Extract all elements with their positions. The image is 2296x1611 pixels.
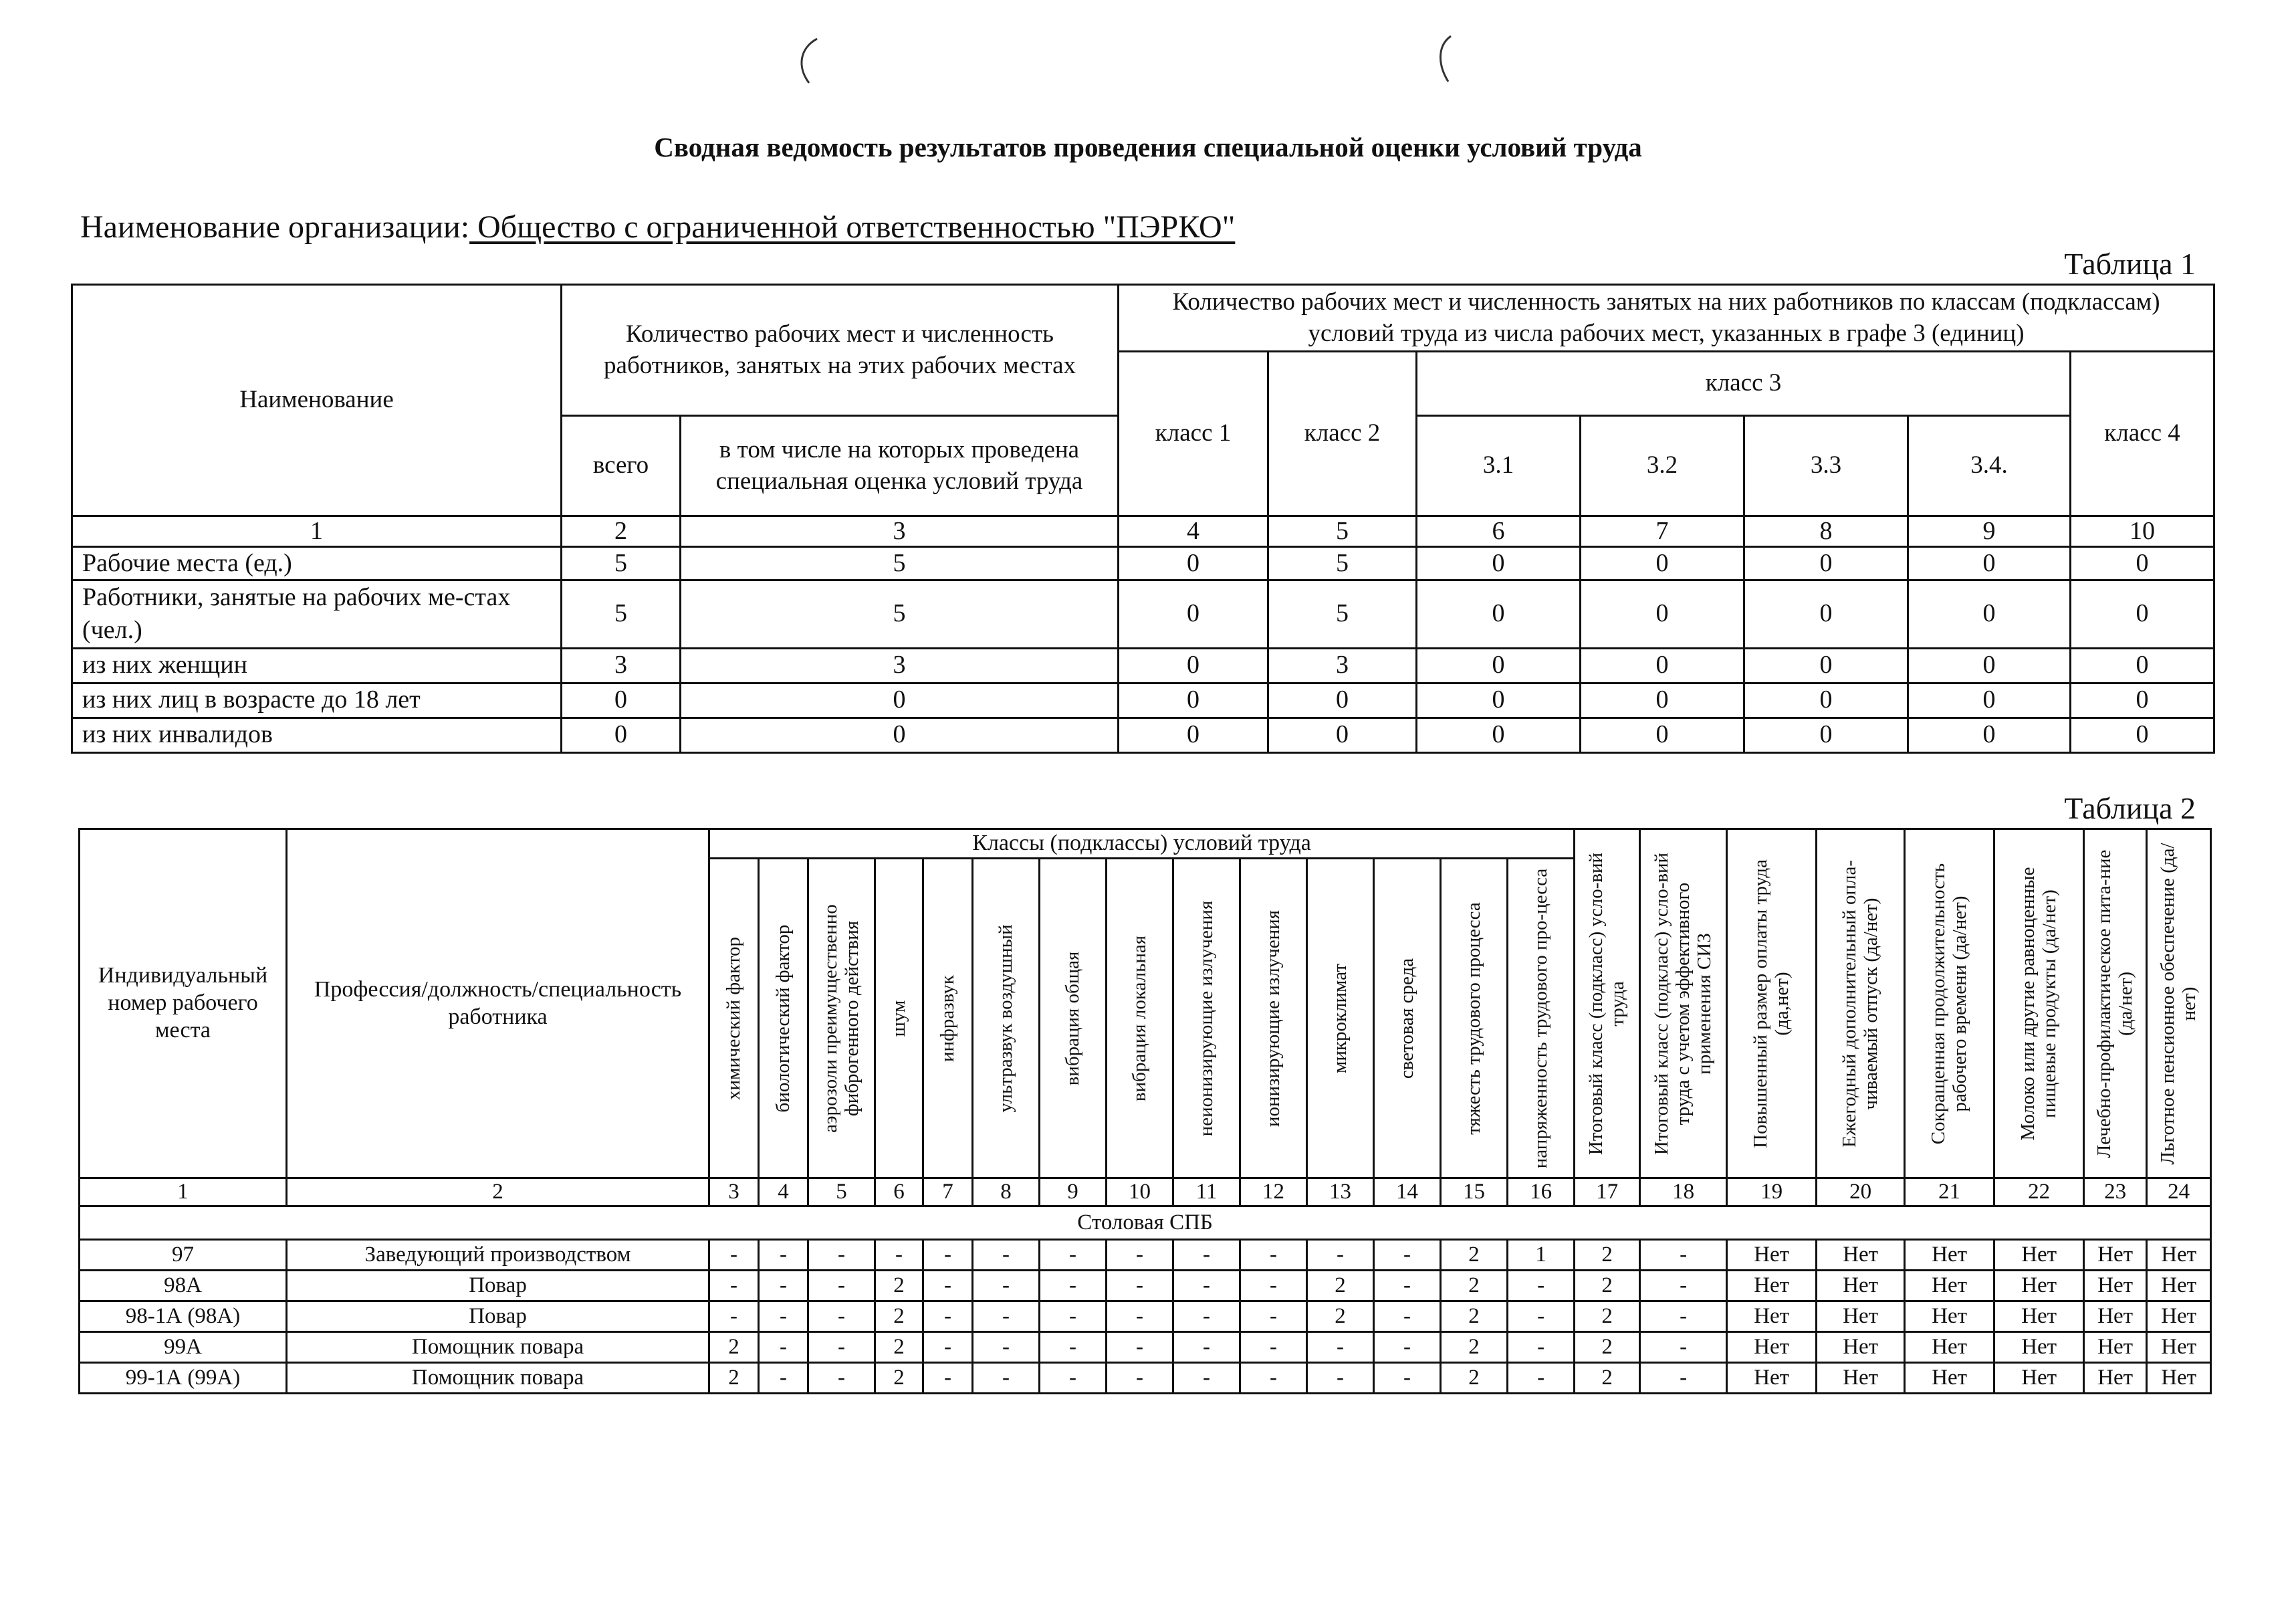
header-final-class-ppe: Итоговый класс (подкласс) усло-вий труда с учетом эффективного применения СИЗ [1640, 829, 1727, 1178]
table-row [72, 580, 2214, 649]
header-lighting: световая среда [1374, 859, 1441, 1178]
cell-value: - [1374, 1240, 1441, 1271]
cell-value: 0 [681, 718, 1119, 752]
cell-value: Нет [2147, 1301, 2211, 1332]
cell-value: 0 [1119, 718, 1268, 752]
profession: Повар [287, 1301, 709, 1332]
cell-value: 5 [1268, 547, 1417, 580]
cell-value: 0 [1417, 718, 1581, 752]
cell-value: - [1307, 1363, 1374, 1394]
cell-value: 2 [1441, 1271, 1508, 1301]
profession: Помощник повара [287, 1363, 709, 1394]
column-number: 17 [1575, 1178, 1640, 1206]
cell-value: 3 [562, 648, 681, 683]
cell-value: 0 [2071, 580, 2214, 649]
header-class3: класс 3 [1417, 352, 2071, 416]
header-class3-4: 3.4. [1908, 416, 2071, 516]
cell-value: Нет [1817, 1271, 1905, 1301]
cell-value: - [1040, 1332, 1107, 1363]
table-row [80, 1332, 2211, 1363]
cell-value: - [808, 1363, 875, 1394]
cell-value: 0 [1581, 648, 1744, 683]
column-number: 13 [1307, 1178, 1374, 1206]
cell-value: 0 [1417, 580, 1581, 649]
cell-value: Нет [1905, 1271, 1994, 1301]
cell-value: Нет [2084, 1240, 2147, 1271]
cell-value: - [1508, 1301, 1575, 1332]
cell-value: - [923, 1301, 973, 1332]
column-number: 6 [1417, 516, 1581, 547]
cell-value: 0 [1119, 547, 1268, 580]
column-number: 3 [681, 516, 1119, 547]
profession: Повар [287, 1271, 709, 1301]
cell-value: 0 [1581, 683, 1744, 718]
header-pension: Льготное пенсионное обеспечение (да/нет) [2147, 829, 2211, 1178]
cell-value: Нет [1727, 1301, 1817, 1332]
table-row [80, 1271, 2211, 1301]
workplace-id: 99А [80, 1332, 287, 1363]
table2-caption: Таблица 2 [2064, 791, 2196, 825]
cell-value: 1 [1508, 1240, 1575, 1271]
cell-value: 0 [1744, 547, 1908, 580]
column-number: 4 [759, 1178, 808, 1206]
cell-value: - [923, 1332, 973, 1363]
column-number: 10 [2071, 516, 2214, 547]
column-number: 7 [1581, 516, 1744, 547]
cell-value: 0 [1908, 648, 2071, 683]
cell-value: - [923, 1363, 973, 1394]
header-chemical: химический фактор [709, 859, 759, 1178]
workplaces-table [78, 828, 2212, 1394]
header-class2: класс 2 [1268, 352, 1417, 516]
table-row [72, 683, 2214, 718]
cell-value: 5 [1268, 580, 1417, 649]
cell-value: 2 [709, 1332, 759, 1363]
cell-value: - [1240, 1332, 1307, 1363]
header-extra-vacation: Ежегодный дополнительный опла-чиваемый отпуск (да/нет) [1817, 829, 1905, 1178]
cell-value: - [1040, 1271, 1107, 1301]
cell-value: 2 [1575, 1271, 1640, 1301]
cell-value: 0 [1744, 683, 1908, 718]
organization-line [80, 209, 1235, 245]
cell-value: 0 [1417, 648, 1581, 683]
header-assessed: в том числе на которых проведена специальная оценка условий труда [681, 416, 1119, 516]
cell-value: Нет [1727, 1332, 1817, 1363]
header-workplace-id: Индивидуальный номер рабочего места [80, 829, 287, 1178]
cell-value: - [709, 1301, 759, 1332]
cell-value: Нет [1905, 1240, 1994, 1271]
header-class3-2: 3.2 [1581, 416, 1744, 516]
profession: Помощник повара [287, 1332, 709, 1363]
column-number: 3 [709, 1178, 759, 1206]
cell-value: - [808, 1271, 875, 1301]
cell-value: 0 [1908, 683, 2071, 718]
profession: Заведующий производством [287, 1240, 709, 1271]
header-vibration-general: вибрация общая [1040, 859, 1107, 1178]
cell-value: 0 [1908, 547, 2071, 580]
cell-value: Нет [1994, 1363, 2084, 1394]
cell-value: 0 [1581, 718, 1744, 752]
cell-value: 0 [1119, 683, 1268, 718]
column-number: 16 [1508, 1178, 1575, 1206]
header-reduced-hours: Сокращенная продолжительность рабочего времени (да/нет) [1905, 829, 1994, 1178]
cell-value: Нет [2084, 1271, 2147, 1301]
row-label: из них женщин [72, 648, 562, 683]
cell-value: Нет [2084, 1301, 2147, 1332]
table-row [80, 1363, 2211, 1394]
header-profession: Профессия/должность/специальность работника [287, 829, 709, 1178]
cell-value: - [1374, 1301, 1441, 1332]
cell-value: - [759, 1363, 808, 1394]
cell-value: - [875, 1240, 923, 1271]
cell-value: 0 [1908, 718, 2071, 752]
cell-value: - [1240, 1271, 1307, 1301]
cell-value: Нет [2084, 1363, 2147, 1394]
column-number: 5 [1268, 516, 1417, 547]
cell-value: 2 [875, 1363, 923, 1394]
cell-value: Нет [2147, 1240, 2211, 1271]
cell-value: - [1508, 1363, 1575, 1394]
cell-value: - [1107, 1301, 1173, 1332]
cell-value: 0 [1744, 580, 1908, 649]
column-numbers-row [80, 1178, 2211, 1206]
table-row [72, 648, 2214, 683]
table-row [72, 718, 2214, 752]
row-label: Рабочие места (ед.) [72, 547, 562, 580]
cell-value: 2 [1575, 1301, 1640, 1332]
cell-value: - [1307, 1240, 1374, 1271]
workplaces-rows [80, 1240, 2211, 1394]
cell-value: Нет [1727, 1240, 1817, 1271]
cell-value: Нет [2084, 1332, 2147, 1363]
cell-value: Нет [2147, 1271, 2211, 1301]
cell-value: - [1508, 1271, 1575, 1301]
cell-value: Нет [1905, 1363, 1994, 1394]
cell-value: 0 [1581, 580, 1744, 649]
cell-value: Нет [2147, 1332, 2211, 1363]
cell-value: - [1040, 1240, 1107, 1271]
cell-value: Нет [1817, 1240, 1905, 1271]
header-class3-1: 3.1 [1417, 416, 1581, 516]
cell-value: - [1640, 1363, 1727, 1394]
header-classes-group: Классы (подклассы) условий труда [709, 829, 1575, 859]
cell-value: - [759, 1332, 808, 1363]
cell-value: 2 [1307, 1271, 1374, 1301]
cell-value: - [709, 1240, 759, 1271]
organization-label: Наименование организации: [80, 209, 470, 245]
header-class3-3: 3.3 [1744, 416, 1908, 516]
cell-value: 2 [1307, 1301, 1374, 1332]
cell-value: 0 [2071, 648, 2214, 683]
header-noise: шум [875, 859, 923, 1178]
column-number: 7 [923, 1178, 973, 1206]
cell-value: Нет [1817, 1301, 1905, 1332]
cell-value: - [1240, 1301, 1307, 1332]
cell-value: 5 [681, 580, 1119, 649]
cell-value: - [1107, 1271, 1173, 1301]
header-ionizing: ионизирующие излучения [1240, 859, 1307, 1178]
cell-value: 0 [1268, 683, 1417, 718]
cell-value: 2 [1441, 1363, 1508, 1394]
cell-value: 2 [709, 1363, 759, 1394]
document-title: Сводная ведомость результатов проведения специальной оценки условий труда [654, 132, 1642, 163]
column-number: 2 [562, 516, 681, 547]
cell-value: - [1173, 1363, 1240, 1394]
header-labor-intensity: напряженность трудового про-цесса [1508, 859, 1575, 1178]
column-number: 9 [1040, 1178, 1107, 1206]
column-number: 19 [1727, 1178, 1817, 1206]
column-numbers-row [72, 516, 2214, 547]
cell-value: - [808, 1301, 875, 1332]
cell-value: - [1107, 1332, 1173, 1363]
header-class4: класс 4 [2071, 352, 2214, 516]
workplace-id: 97 [80, 1240, 287, 1271]
header-nonionizing: неионизирующие излучения [1173, 859, 1240, 1178]
cell-value: 0 [1119, 648, 1268, 683]
column-number: 4 [1119, 516, 1268, 547]
cell-value: - [973, 1363, 1040, 1394]
header-ultrasound: ультразвук воздушный [973, 859, 1040, 1178]
column-number: 15 [1441, 1178, 1508, 1206]
cell-value: - [1173, 1240, 1240, 1271]
column-number: 18 [1640, 1178, 1727, 1206]
cell-value: - [923, 1271, 973, 1301]
cell-value: - [923, 1240, 973, 1271]
cell-value: - [1374, 1332, 1441, 1363]
cell-value: - [973, 1240, 1040, 1271]
column-number: 8 [973, 1178, 1040, 1206]
column-number: 10 [1107, 1178, 1173, 1206]
cell-value: 0 [562, 718, 681, 752]
table-row [80, 1301, 2211, 1332]
header-labor-severity: тяжесть трудового процесса [1441, 859, 1508, 1178]
row-label: Работники, занятые на рабочих ме-стах (чел.) [72, 580, 562, 649]
organization-name: Общество с ограниченной ответственностью "ПЭРКО" [469, 209, 1236, 245]
cell-value: 0 [1744, 648, 1908, 683]
cell-value: - [1040, 1363, 1107, 1394]
cell-value: 0 [1417, 547, 1581, 580]
cell-value: 2 [875, 1301, 923, 1332]
cell-value: - [1107, 1240, 1173, 1271]
cell-value: - [1240, 1363, 1307, 1394]
header-total: всего [562, 416, 681, 516]
section-heading: Столовая СПБ [80, 1206, 2211, 1240]
cell-value: - [973, 1271, 1040, 1301]
column-number: 1 [80, 1178, 287, 1206]
cell-value: 3 [681, 648, 1119, 683]
cell-value: 5 [681, 547, 1119, 580]
cell-value: - [973, 1301, 1040, 1332]
header-biological: биологический фактор [759, 859, 808, 1178]
cell-value: Нет [1994, 1240, 2084, 1271]
header-count-group: Количество рабочих мест и численность работников, занятых на этих рабочих местах [562, 285, 1119, 416]
header-classes-group: Количество рабочих мест и численность занятых на них работников по классам (подклассам) условий труда из числа рабочих мест, указанных в графе 3 (единиц) [1119, 285, 2214, 352]
cell-value: - [1107, 1363, 1173, 1394]
cell-value: Нет [1905, 1301, 1994, 1332]
cell-value: 0 [1119, 580, 1268, 649]
cell-value: 0 [562, 683, 681, 718]
cell-value: 2 [1575, 1240, 1640, 1271]
cell-value: - [1374, 1363, 1441, 1394]
table1-caption: Таблица 1 [2064, 247, 2196, 281]
cell-value: 0 [1268, 718, 1417, 752]
cell-value: Нет [1994, 1301, 2084, 1332]
cell-value: - [1173, 1271, 1240, 1301]
workplace-id: 98А [80, 1271, 287, 1301]
column-number: 22 [1994, 1178, 2084, 1206]
column-number: 24 [2147, 1178, 2211, 1206]
cell-value: - [1374, 1271, 1441, 1301]
cell-value: - [1240, 1240, 1307, 1271]
column-number: 23 [2084, 1178, 2147, 1206]
cell-value: 3 [1268, 648, 1417, 683]
cell-value: 2 [1441, 1332, 1508, 1363]
cell-value: - [1173, 1301, 1240, 1332]
cell-value: - [1307, 1332, 1374, 1363]
cell-value: - [1508, 1332, 1575, 1363]
table-row [72, 547, 2214, 580]
cell-value: 5 [562, 580, 681, 649]
column-number: 8 [1744, 516, 1908, 547]
row-label: из них инвалидов [72, 718, 562, 752]
header-vibration-local: вибрация локальная [1107, 859, 1173, 1178]
cell-value: 0 [1744, 718, 1908, 752]
header-therapeutic-food: Лечебно-профилактическое пита-ние (да/нет) [2084, 829, 2147, 1178]
cell-value: - [808, 1332, 875, 1363]
header-aerosols: аэрозоли преимущественно фиброгенного действия [808, 859, 875, 1178]
column-number: 20 [1817, 1178, 1905, 1206]
workplace-id: 98-1А (98А) [80, 1301, 287, 1332]
cell-value: - [709, 1271, 759, 1301]
column-number: 1 [72, 516, 562, 547]
column-number: 5 [808, 1178, 875, 1206]
column-number: 2 [287, 1178, 709, 1206]
cell-value: Нет [2147, 1363, 2211, 1394]
cell-value: Нет [1817, 1363, 1905, 1394]
cell-value: 2 [1441, 1301, 1508, 1332]
column-number: 6 [875, 1178, 923, 1206]
header-increased-pay: Повышенный размер оплаты труда (да,нет) [1727, 829, 1817, 1178]
header-final-class: Итоговый класс (подкласс) усло-вий труда [1575, 829, 1640, 1178]
cell-value: Нет [1727, 1271, 1817, 1301]
header-name: Наименование [72, 285, 562, 516]
cell-value: - [759, 1240, 808, 1271]
cell-value: Нет [1727, 1363, 1817, 1394]
cell-value: 2 [1575, 1332, 1640, 1363]
cell-value: - [973, 1332, 1040, 1363]
cell-value: 2 [1441, 1240, 1508, 1271]
cell-value: 0 [1581, 547, 1744, 580]
cell-value: 0 [1417, 683, 1581, 718]
header-microclimate: микроклимат [1307, 859, 1374, 1178]
column-number: 11 [1173, 1178, 1240, 1206]
cell-value: - [808, 1240, 875, 1271]
cell-value: - [1640, 1301, 1727, 1332]
scan-marks [0, 0, 2296, 134]
cell-value: 0 [2071, 683, 2214, 718]
column-number: 21 [1905, 1178, 1994, 1206]
cell-value: Нет [1994, 1271, 2084, 1301]
cell-value: - [1640, 1271, 1727, 1301]
table-row [80, 1240, 2211, 1271]
cell-value: 0 [2071, 718, 2214, 752]
cell-value: Нет [1817, 1332, 1905, 1363]
cell-value: Нет [1994, 1332, 2084, 1363]
cell-value: Нет [1905, 1332, 1994, 1363]
column-number: 14 [1374, 1178, 1441, 1206]
header-infrasound: инфразвук [923, 859, 973, 1178]
cell-value: - [1173, 1332, 1240, 1363]
header-milk: Молоко или другие равноценные пищевые продукты (да/нет) [1994, 829, 2084, 1178]
cell-value: - [1640, 1240, 1727, 1271]
cell-value: - [1640, 1332, 1727, 1363]
cell-value: - [759, 1301, 808, 1332]
summary-table [71, 284, 2215, 754]
column-number: 9 [1908, 516, 2071, 547]
workplace-id: 99-1А (99А) [80, 1363, 287, 1394]
cell-value: 2 [1575, 1363, 1640, 1394]
cell-value: 0 [681, 683, 1119, 718]
row-label: из них лиц в возрасте до 18 лет [72, 683, 562, 718]
cell-value: 0 [1908, 580, 2071, 649]
cell-value: - [1040, 1301, 1107, 1332]
cell-value: 0 [2071, 547, 2214, 580]
cell-value: 2 [875, 1271, 923, 1301]
cell-value: - [759, 1271, 808, 1301]
cell-value: 2 [875, 1332, 923, 1363]
column-number: 12 [1240, 1178, 1307, 1206]
cell-value: 5 [562, 547, 681, 580]
header-class1: класс 1 [1119, 352, 1268, 516]
